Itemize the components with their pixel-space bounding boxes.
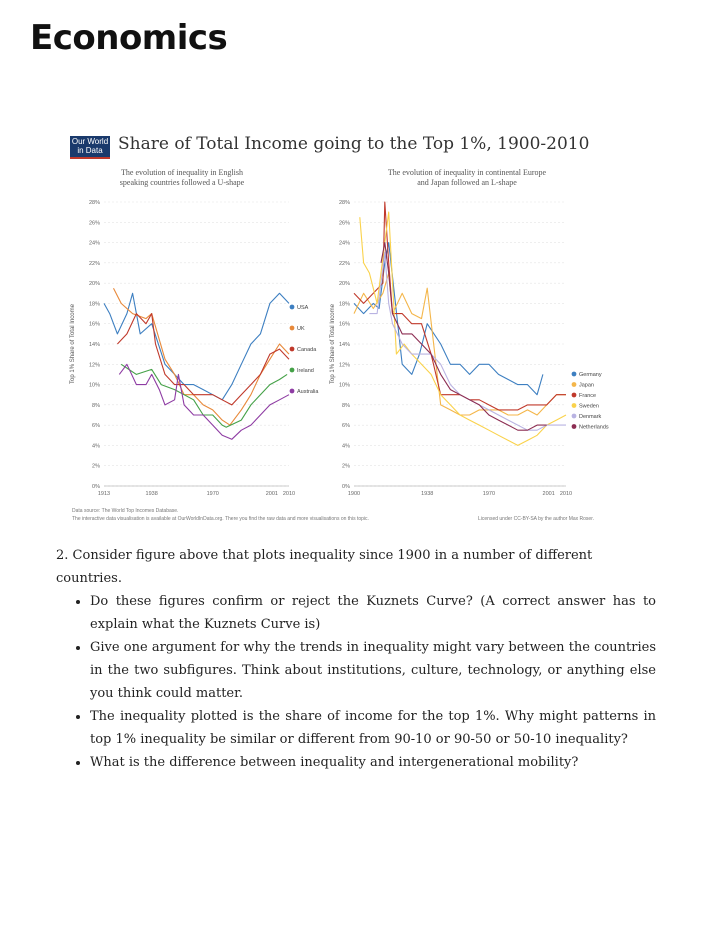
- right-chart-legend-marker-france: [572, 393, 577, 398]
- right-chart-legend-marker-denmark: [572, 414, 577, 419]
- left-chart-legend-marker-uk: [290, 326, 295, 331]
- left-chart-x-tick-label: 2010: [282, 491, 296, 497]
- chart-continental-europe-japan: [326, 190, 626, 500]
- left-chart-legend-marker-usa: [290, 305, 295, 310]
- left-subtitle: [102, 168, 262, 188]
- question-number: 2.: [56, 548, 69, 563]
- right-chart-x-tick-label: 1938: [421, 491, 434, 497]
- left-chart-y-tick-label: 18%: [88, 301, 100, 308]
- right-subtitle-line-1: The evolution of inequality in continental Europe: [387, 168, 547, 177]
- left-subtitle-line-1: The evolution of inequality in English: [121, 168, 243, 177]
- left-chart-y-tick-label: 28%: [88, 200, 100, 206]
- left-chart-legend-marker-australia: [290, 389, 295, 394]
- left-chart-x-tick-label: 1938: [145, 491, 158, 497]
- right-chart-y-tick-label: 12%: [338, 362, 350, 369]
- left-subtitle-line-2: speaking countries followed a U-shape: [119, 178, 245, 187]
- right-chart-legend-label-germany: Germany: [579, 372, 602, 378]
- right-chart-y-tick-label: 18%: [338, 301, 350, 308]
- right-chart-x-tick-label: 2010: [559, 491, 573, 497]
- left-chart-legend-label-australia: Australia: [297, 389, 319, 395]
- right-chart-legend-label-japan: Japan: [579, 382, 594, 389]
- license-note: Licensed under CC-BY-SA by the author Max Roser.: [478, 516, 594, 522]
- right-chart-y-axis-label: Top 1% Share of Total Income: [330, 304, 336, 384]
- logo-line-2: in Data: [77, 146, 103, 155]
- right-chart-y-tick-label: 2%: [342, 463, 350, 470]
- right-chart-y-tick-label: 26%: [338, 220, 350, 227]
- left-chart-x-tick-label: 2001: [265, 491, 278, 497]
- logo-bar: [70, 157, 110, 159]
- chart-english-speaking: [64, 190, 334, 500]
- left-chart-legend-label-canada: Canada: [297, 347, 317, 353]
- left-chart-y-tick-label: 24%: [88, 240, 100, 247]
- left-chart-y-tick-label: 2%: [92, 463, 100, 470]
- right-chart-legend-marker-japan: [572, 382, 577, 387]
- left-chart-y-axis-label: Top 1% Share of Total Income: [70, 304, 76, 384]
- left-chart-legend-label-usa: USA: [297, 305, 309, 311]
- left-chart-series-line-ireland: [121, 364, 287, 427]
- figure-title: Share of Total Income going to the Top 1%, 1900-2010: [118, 134, 590, 154]
- right-chart-x-tick-label: 2001: [542, 491, 555, 497]
- left-chart-y-tick-label: 6%: [92, 423, 100, 430]
- left-chart-y-tick-label: 22%: [88, 260, 100, 267]
- right-chart-legend-label-netherlands: Netherlands: [579, 424, 609, 431]
- right-chart-y-tick-label: 20%: [338, 281, 350, 288]
- right-chart-y-tick-label: 10%: [338, 382, 350, 389]
- question-bullet-3: • The inequality plotted is the share of income for the top 1%. Why might patterns in top 1% inequality be similar or different from 90-10 or 90-50 or 50-10 inequality?: [90, 705, 656, 751]
- left-chart-y-tick-label: 0%: [92, 484, 100, 490]
- left-chart-legend-marker-canada: [290, 347, 295, 352]
- right-chart-y-tick-label: 24%: [338, 240, 350, 247]
- right-chart-legend-marker-sweden: [572, 403, 577, 408]
- question-prompt: [56, 544, 656, 590]
- right-chart-x-tick-label: 1970: [482, 491, 496, 497]
- right-chart-y-tick-label: 14%: [338, 342, 350, 348]
- data-source-note: Data source: The World Top Incomes Database.: [72, 508, 179, 514]
- right-chart-y-tick-label: 28%: [338, 200, 350, 206]
- right-chart-y-tick-label: 6%: [342, 423, 350, 430]
- question-2: [56, 544, 656, 774]
- left-chart-y-tick-label: 16%: [88, 321, 100, 328]
- right-chart-series-line-denmark: [369, 253, 566, 431]
- left-chart-y-tick-label: 12%: [88, 362, 100, 369]
- right-chart-legend-label-denmark: Denmark: [579, 414, 602, 420]
- question-bullet-1: • Do these figures confirm or reject the Kuznets Curve? (A correct answer has to explain what the Kuznets Curve is): [90, 590, 656, 636]
- question-bullets: [56, 590, 656, 774]
- question-bullet-4: • What is the difference between inequality and intergenerational mobility?: [90, 751, 656, 774]
- left-chart-y-tick-label: 4%: [92, 443, 100, 450]
- right-chart-y-tick-label: 16%: [338, 321, 350, 328]
- left-chart-x-tick-label: 1970: [206, 491, 219, 497]
- right-chart-legend-marker-germany: [572, 372, 577, 377]
- left-chart-x-tick-label: 1913: [97, 491, 111, 497]
- logo-line-1: Our World: [71, 137, 109, 146]
- page-title: Economics: [30, 18, 228, 58]
- right-chart-y-tick-label: 22%: [338, 260, 350, 267]
- left-chart-y-tick-label: 26%: [88, 220, 100, 227]
- left-chart-series-line-usa: [104, 293, 289, 400]
- right-chart-series-line-netherlands: [381, 243, 547, 431]
- right-subtitle: [362, 168, 572, 188]
- right-chart-y-tick-label: 0%: [342, 484, 350, 490]
- left-chart-y-tick-label: 20%: [88, 281, 100, 288]
- right-chart-y-tick-label: 8%: [342, 402, 350, 409]
- visualisation-note: The interactive data visualisation is available at OurWorldInData.org. There you find the raw data and more visualisations on this topic.: [72, 516, 369, 522]
- left-chart-y-tick-label: 14%: [88, 342, 100, 348]
- left-chart-y-tick-label: 8%: [92, 402, 100, 409]
- left-chart-y-tick-label: 10%: [88, 382, 100, 389]
- right-chart-legend-label-france: France: [579, 393, 597, 399]
- question-bullet-2: • Give one argument for why the trends in inequality might vary between the countries in the two subfigures. Think about institutions, culture, technology, or anything else you think could matter.: [90, 636, 656, 705]
- left-chart-legend-label-ireland: Ireland: [297, 368, 314, 374]
- left-chart-legend-label-uk: UK: [297, 326, 305, 332]
- left-chart-series-line-australia: [119, 364, 289, 439]
- question-prompt-text: Consider figure above that plots inequality since 1900 in a number of different countries.: [56, 548, 593, 586]
- right-chart-legend-marker-netherlands: [572, 424, 577, 429]
- right-chart-x-tick-label: 1900: [347, 491, 361, 497]
- right-chart-y-tick-label: 4%: [342, 443, 350, 450]
- our-world-in-data-logo: [70, 136, 110, 157]
- right-chart-series-line-sweden: [360, 212, 566, 445]
- left-chart-legend-marker-ireland: [290, 368, 295, 373]
- right-chart-legend-label-sweden: Sweden: [579, 403, 599, 410]
- right-subtitle-line-2: and Japan followed an L-shape: [417, 178, 517, 187]
